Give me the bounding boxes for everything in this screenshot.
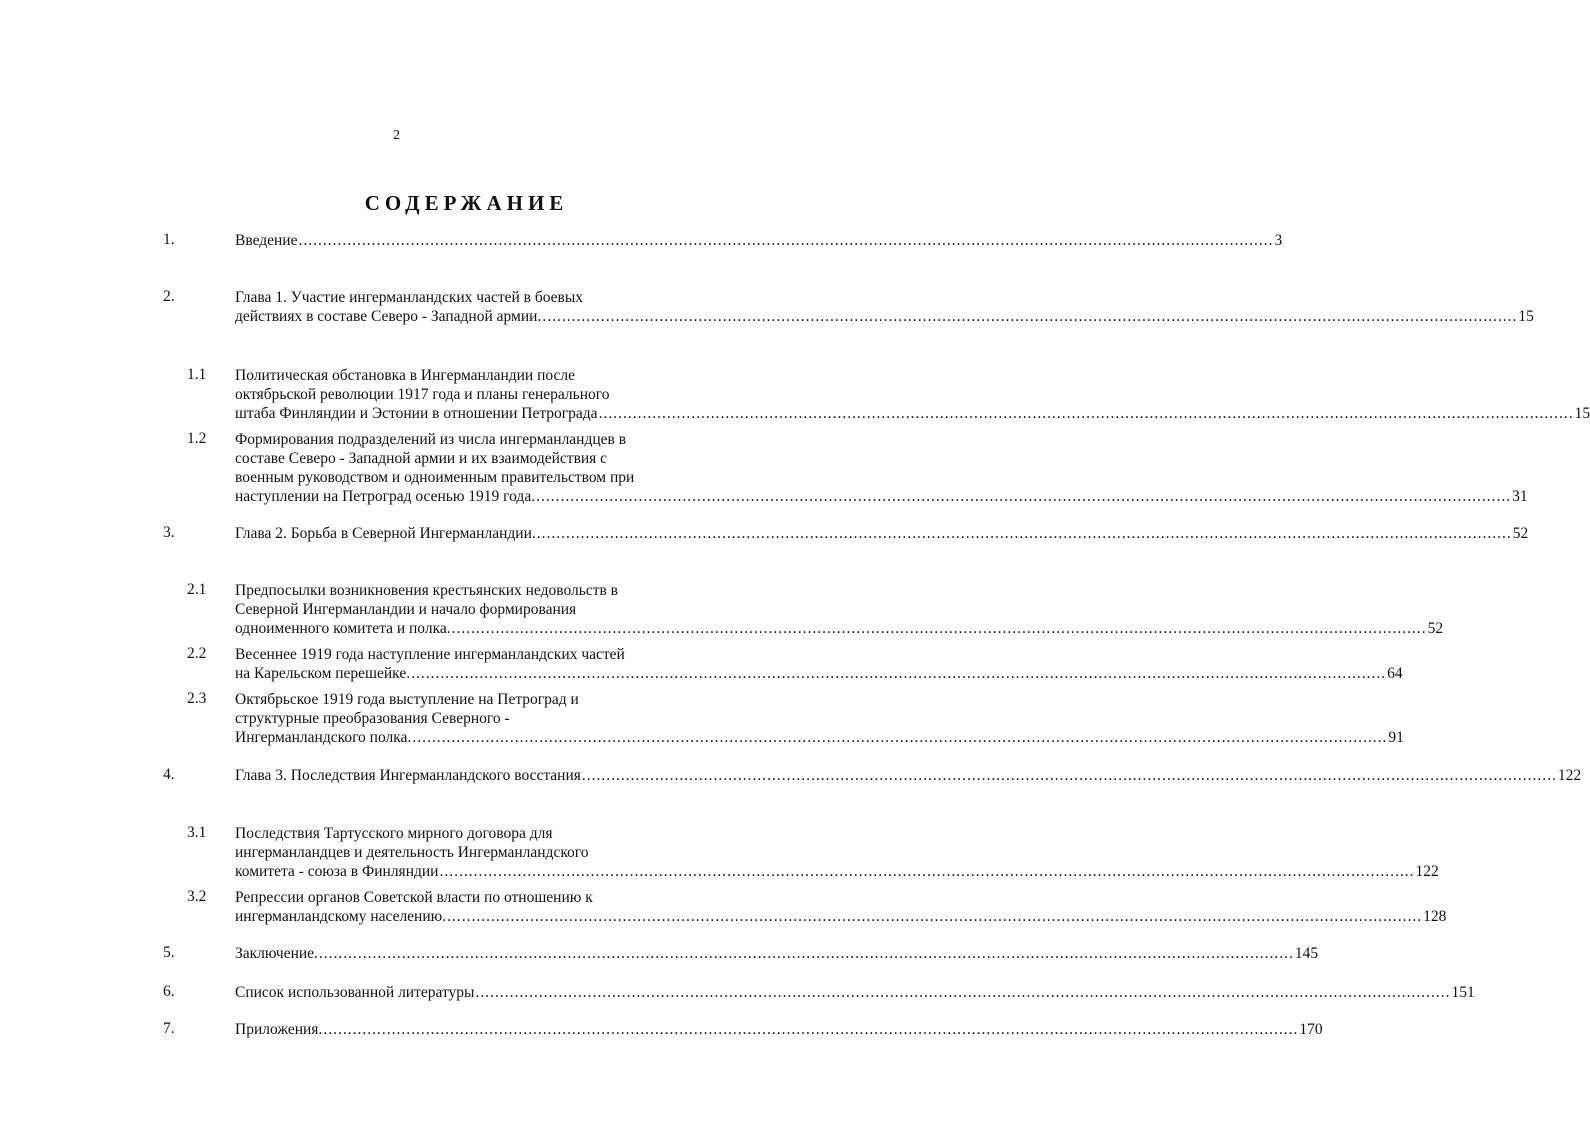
toc-entry-number: 3.2 — [187, 888, 207, 905]
toc-entry-line — [235, 307, 1534, 326]
toc-entry-line — [235, 404, 1590, 423]
toc-entry-text: одноименного комитета и полка. — [235, 620, 451, 637]
toc-entry-line: Северной Ингерманландии и начало формирования — [235, 601, 577, 618]
toc-entry-line: Формирования подразделений из числа ингерманландцев в — [235, 431, 627, 448]
toc-entry-text: Ингерманландского полка. — [235, 729, 412, 746]
toc-entry-text: действиях в составе Северо - Западной армии. — [235, 308, 542, 325]
toc-entry-page: 122 — [1557, 767, 1582, 784]
toc-entry-line: Октябрьское 1919 года выступление на Петроград и — [235, 691, 579, 708]
dot-leader: ........................................................................................................................................................................................................ — [536, 488, 1512, 505]
toc-entry-text: комитета - союза в Финляндии — [235, 863, 439, 880]
toc-entry-line — [235, 728, 1404, 747]
dot-leader: ........................................................................................................................................................................................................ — [318, 945, 1294, 962]
toc-entry-text: Введение — [235, 232, 298, 249]
toc-entry-line — [235, 1020, 1323, 1039]
toc-entry-page: 3 — [1274, 232, 1283, 249]
toc-entry-line: Репрессии органов Советской власти по отношению к — [235, 889, 593, 906]
dot-leader: ........................................................................................................................................................................................................ — [581, 767, 1557, 784]
toc-entry-page: 52 — [1427, 620, 1444, 637]
dot-leader: ........................................................................................................................................................................................................ — [298, 232, 1274, 249]
toc-entry-text: Глава 2. Борьба в Северной Ингерманландии. — [235, 525, 536, 542]
toc-entry-number: 3.1 — [187, 824, 207, 841]
toc-entry-page: 15 — [1574, 405, 1590, 422]
toc-entry-page: 170 — [1299, 1021, 1323, 1038]
toc-entry-line — [235, 487, 1528, 506]
toc-entry-line — [235, 944, 1319, 963]
toc-entry-page: 64 — [1387, 665, 1403, 682]
toc-entry-page: 128 — [1423, 908, 1447, 925]
toc-entry-line: октябрьской революции 1917 года и планы генерального — [235, 386, 610, 403]
toc-entry-number: 6. — [163, 983, 175, 1000]
toc-entry-line: Весеннее 1919 года наступление ингерманландских частей — [235, 646, 625, 663]
toc-entry-page: 15 — [1518, 308, 1534, 325]
toc-entry-page: 91 — [1388, 729, 1404, 746]
toc-entry-line: ингерманландцев и деятельность Ингерманландского — [235, 844, 589, 861]
toc-entry-line — [235, 766, 1582, 785]
toc-entry-text: штаба Финляндии и Эстонии в отношении Петрограда — [235, 405, 598, 422]
toc-entry-text: Заключение. — [235, 945, 318, 962]
toc-entry-line — [235, 664, 1403, 683]
dot-leader: ........................................................................................................................................................................................................ — [598, 405, 1574, 422]
toc-entry-number: 2.1 — [187, 581, 207, 598]
dot-leader: ........................................................................................................................................................................................................ — [323, 1021, 1299, 1038]
toc-entry-line — [235, 619, 1444, 638]
toc-entry-number: 1.2 — [187, 430, 207, 447]
toc-entry-text: наступлении на Петроград осенью 1919 года. — [235, 488, 536, 505]
toc-entry-line: Глава 1. Участие ингерманландских частей в боевых — [235, 289, 584, 306]
toc-entry-line — [235, 524, 1529, 543]
toc-entry-line: структурные преобразования Северного - — [235, 710, 510, 727]
dot-leader: ........................................................................................................................................................................................................ — [447, 908, 1423, 925]
toc-entry-text: на Карельском перешейке. — [235, 665, 411, 682]
toc-entry-text: Глава 3. Последствия Ингерманландского восстания — [235, 767, 581, 784]
dot-leader: ........................................................................................................................................................................................................ — [475, 984, 1451, 1001]
dot-leader: ........................................................................................................................................................................................................ — [451, 620, 1427, 637]
toc-entry-line — [235, 983, 1475, 1002]
toc-entry-page: 31 — [1512, 488, 1528, 505]
dot-leader: ........................................................................................................................................................................................................ — [411, 665, 1387, 682]
toc-entry-line — [235, 907, 1447, 926]
page-number: 2 — [393, 128, 400, 143]
toc-entry-page: 122 — [1415, 863, 1439, 880]
toc-entry-number: 2. — [163, 288, 175, 305]
toc-entry-number: 2.3 — [187, 690, 207, 707]
toc-entry-text: Список использованной литературы — [235, 984, 475, 1001]
toc-entry-number: 3. — [163, 524, 175, 541]
toc-entry-line: Предпосылки возникновения крестьянских недовольств в — [235, 582, 618, 599]
toc-entry-number: 1. — [163, 231, 175, 248]
toc-entry-line: составе Северо - Западной армии и их взаимодействия с — [235, 450, 608, 467]
toc-entry-line: Политическая обстановка в Ингерманландии после — [235, 367, 576, 384]
toc-entry-page: 151 — [1451, 984, 1475, 1001]
toc-entry-line — [235, 862, 1439, 881]
toc-entry-number: 1.1 — [187, 366, 207, 383]
toc-entry-page: 52 — [1512, 525, 1529, 542]
toc-entry-number: 5. — [163, 944, 175, 961]
toc-entry-line: Последствия Тартусского мирного договора для — [235, 825, 553, 842]
dot-leader: ........................................................................................................................................................................................................ — [439, 863, 1415, 880]
toc-entry-number: 2.2 — [187, 645, 207, 662]
toc-entry-line — [235, 231, 1283, 250]
dot-leader: ........................................................................................................................................................................................................ — [542, 308, 1518, 325]
toc-entry-text: Приложения. — [235, 1021, 323, 1038]
toc-entry-number: 7. — [163, 1020, 175, 1037]
page-title: СОДЕРЖАНИЕ — [364, 191, 569, 215]
toc-entry-number: 4. — [163, 766, 175, 783]
dot-leader: ........................................................................................................................................................................................................ — [412, 729, 1388, 746]
dot-leader: ........................................................................................................................................................................................................ — [536, 525, 1512, 542]
toc-entry-line: военным руководством и одноименным правительством при — [235, 469, 635, 486]
toc-entry-page: 145 — [1294, 945, 1319, 962]
toc-entry-text: ингерманландскому населению. — [235, 908, 447, 925]
